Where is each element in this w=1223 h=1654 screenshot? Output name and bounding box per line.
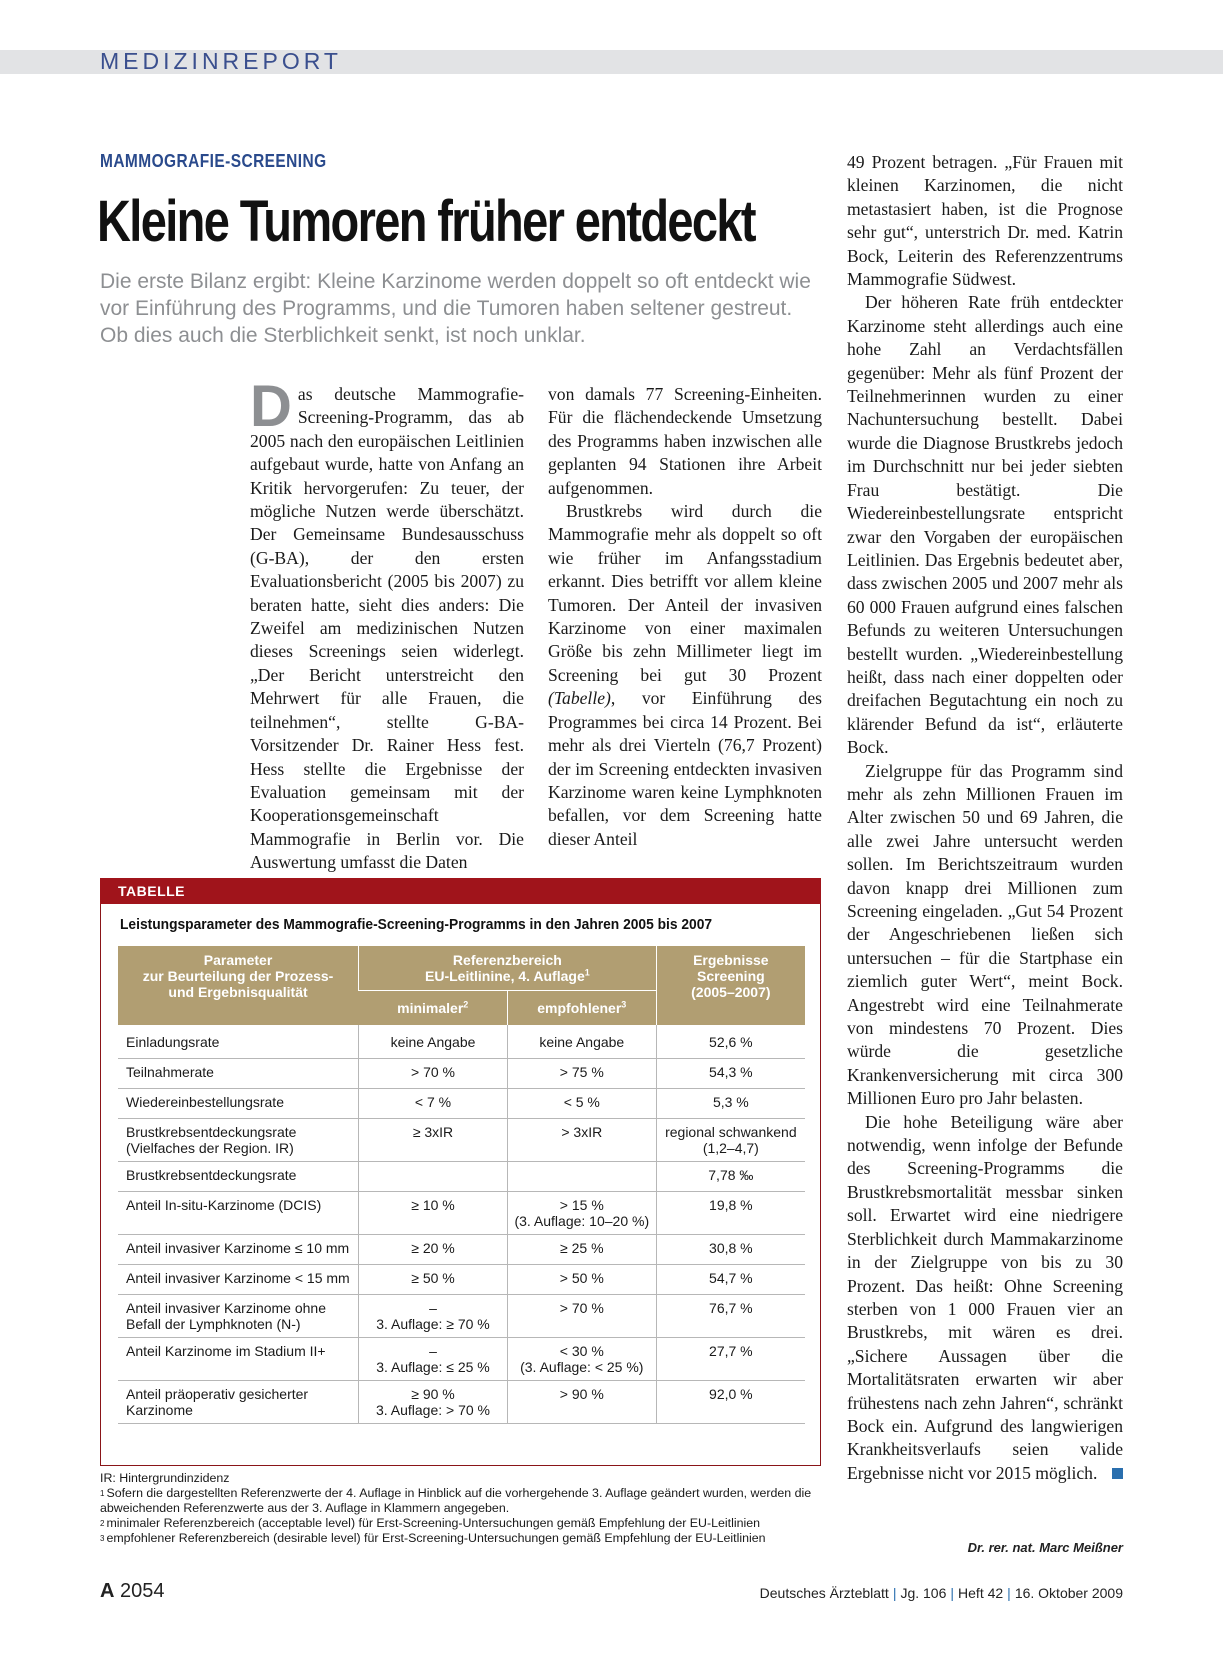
cell-recommended: > 50 % xyxy=(507,1265,656,1295)
footnote-text: empfohlener Referenzbereich (desirable level) für Erst-Screening-Untersuchungen gemäß Empfehlung der EU-Leitlinien xyxy=(106,1531,766,1545)
journal-issue: Heft 42 xyxy=(958,1585,1004,1601)
page-prefix: A xyxy=(100,1580,115,1602)
cell-result: 54,7 % xyxy=(656,1265,805,1295)
separator: | xyxy=(892,1585,897,1601)
cell-result: 54,3 % xyxy=(656,1059,805,1089)
paragraph xyxy=(847,1111,1123,1486)
cell-recommended: < 30 % (3. Auflage: < 25 %) xyxy=(507,1338,656,1381)
cell-parameter: Teilnahmerate xyxy=(118,1059,359,1089)
footnote-marker: 2 xyxy=(463,999,469,1010)
paragraph-text: Brustkrebs wird durch die Mammografie mehr als doppelt so oft wie früher im Anfangsstadium erkannt. Dies betrifft vor allem kleine Tumoren. Der Anteil der invasiven Karzinome von einer maximalen Größe bis zehn Millimeter liegt im Screening bei gut 30 Prozent xyxy=(548,501,822,685)
cell-result: 19,8 % xyxy=(656,1192,805,1235)
cell-result: 7,78 ‰ xyxy=(656,1162,805,1192)
cell-parameter: Einladungsrate xyxy=(126,1034,220,1050)
cell-minimal: ≥ 90 % 3. Auflage: > 70 % xyxy=(359,1381,508,1424)
col-header-parameter: Parameter zur Beurteilung der Prozess- und Ergebnisqualität xyxy=(118,946,359,1025)
cell-minimal: ≥ 50 % xyxy=(359,1265,508,1295)
col-header-minimal-text: minimaler xyxy=(397,1000,464,1016)
performance-table xyxy=(118,946,805,1424)
table-reference-link[interactable]: (Tabelle) xyxy=(548,688,611,709)
cell-minimal: < 7 % xyxy=(359,1089,508,1119)
cell-result: 52,6 % xyxy=(656,1025,805,1059)
paragraph: von damals 77 Screening-Einheiten. Für die flächendeckende Umsetzung des Programms haben inzwischen alle geplanten 94 Stationen ihre Arbeit aufgenommen. xyxy=(548,384,822,498)
cell-recommended: < 5 % xyxy=(507,1089,656,1119)
cell-minimal: keine Angabe xyxy=(359,1025,508,1059)
body-column-3 xyxy=(847,151,1123,1485)
paragraph-text: as deutsche Mammografie-Screening-Programm, das ab 2005 nach den europäischen Leitlinien aufgebaut wurde, hatte von Anfang an Kritik hervorgerufen: Zu teuer, der mögliche Nutzen werde überschätzt. Der Gemeinsame Bundesausschuss (G-BA), der den ersten Evaluationsbericht (2005 bis 2007) zu beraten hatte, sieht dies anders: Die Zweifel am medizinischen Nutzen dieses Screenings seien widerlegt. „Der Bericht unterstreicht den Mehrwert für alle Frauen, die teilnehmen“, stellte G-BA-Vorsitzender Dr. Rainer Hess fest. Hess stellte die Ergebnisse der Evaluation gemeinsam mit der Kooperationsgemeinschaft Mammografie in Berlin vor. Die Auswertung umfasst die Daten xyxy=(250,384,524,873)
cell-recommended: > 90 % xyxy=(507,1381,656,1424)
table-row xyxy=(118,1162,805,1192)
journal-volume: Jg. 106 xyxy=(900,1585,947,1601)
cell-result: 76,7 % xyxy=(656,1295,805,1338)
cell-recommended: > 3xIR xyxy=(507,1119,656,1162)
cell-result: 27,7 % xyxy=(656,1338,805,1381)
footnote-3 xyxy=(100,1531,820,1546)
table-title: Leistungsparameter des Mammografie-Screening-Programms in den Jahren 2005 bis 2007 xyxy=(120,916,713,933)
cell-recommended: keine Angabe xyxy=(507,1025,656,1059)
footnote-marker: 1 xyxy=(584,967,590,978)
article-lead: Die erste Bilanz ergibt: Kleine Karzinome werden doppelt so oft entdeckt wie vor Einführung des Programms, und die Tumoren haben seltener gestreut. Ob dies auch die Sterblichkeit senkt, ist noch unklar. xyxy=(100,270,811,347)
cell-minimal xyxy=(359,1162,508,1192)
article-title: Kleine Tumoren früher entdeckt xyxy=(97,189,755,254)
footnote-number: 3 xyxy=(100,1534,105,1543)
journal-name: Deutsches Ärzteblatt xyxy=(759,1585,889,1601)
paragraph xyxy=(548,500,822,851)
cell-parameter: Anteil invasiver Karzinome < 15 mm xyxy=(118,1265,359,1295)
cell-parameter: Anteil Karzinome im Stadium II+ xyxy=(118,1338,359,1381)
section-label: MEDIZINREPORT xyxy=(100,48,342,74)
table-footnotes xyxy=(100,1471,820,1546)
cell-parameter: Anteil invasiver Karzinome ohne Befall der Lymphknoten (N-) xyxy=(118,1295,359,1338)
footnote-number: 1 xyxy=(100,1489,105,1498)
col-header-reference-text: Referenzbereich EU-Leitlinine, 4. Auflage xyxy=(425,952,585,984)
col-header-recommended-text: empfohlener xyxy=(537,1000,622,1016)
col-header-minimal xyxy=(359,991,508,1026)
paragraph-text: Die hohe Beteiligung wäre aber notwendig, wenn infolge der Befunde des Screening-Programms die Brustkrebsmortalität messbar sinken soll. Erwartet wird eine niedrigere Sterblichkeit durch Mammakarzinome in der Zielgruppe von bis zu 30 Prozent. Das heißt: Ohne Screening sterben von 1 000 Frauen vier an Brustkrebs, mit wären es drei. „Sichere Aussagen über die Mortalitätsraten erwarten wir aber frühestens nach zehn Jahren“, schränkt Bock ein. Aufgrund des langwierigen Krankheitsverlaufs seien valide Ergebnisse nicht vor 2015 möglich. xyxy=(847,1111,1123,1483)
footnote-marker: 3 xyxy=(621,999,627,1010)
cell-minimal: > 70 % xyxy=(359,1059,508,1089)
cell-result: 5,3 % xyxy=(656,1089,805,1119)
col-header-reference xyxy=(359,946,657,991)
paragraph xyxy=(250,374,524,875)
col-header-recommended xyxy=(507,991,656,1026)
paragraph-text: , vor Einführung des Programmes bei circa 14 Prozent. Bei mehr als drei Vierteln (76,7 Prozent) der im Screening entdeckten invasiven Karzinome waren keine Lymphknoten befallen, vor dem Screening hatte dieser Anteil xyxy=(548,688,822,849)
table-label: TABELLE xyxy=(118,883,186,899)
paragraph: Der höheren Rate früh entdeckter Karzinome steht allerdings auch eine hohe Zahl an Verdachtsfällen gegenüber: Mehr als fünf Prozent der Teilnehmerinnen wurden zu einer Nachuntersuchung bestellt. Dabei wurde die Diagnose Brustkrebs jedoch im Durchschnitt nur bei jeder siebten Frau bestätigt. Die Wiedereinbestellungsrate entspricht zwar den Vorgaben der europäischen Leitlinien. Das Ergebnis bedeutet aber, dass zwischen 2005 und 2007 mehr als 60 000 Frauen aufgrund eines falschen Befunds zu weiteren Untersuchungen bestellt wurden. „Wiedereinbestellung heißt, dass nach einer doppelten oder dreifachen Begutachtung ein noch zu klärender Befund da ist“, erläuterte Bock. xyxy=(847,292,1123,758)
table-row xyxy=(118,1381,805,1424)
separator: | xyxy=(950,1585,955,1601)
page-number-value: 2054 xyxy=(120,1580,165,1602)
cell-recommended: > 70 % xyxy=(507,1295,656,1338)
footnote-1 xyxy=(100,1486,820,1516)
author-credit: Dr. rer. nat. Marc Meißner xyxy=(967,1540,1123,1555)
cell-result: 30,8 % xyxy=(656,1235,805,1265)
table-body xyxy=(118,1025,805,1424)
cell-minimal: – 3. Auflage: ≤ 25 % xyxy=(359,1338,508,1381)
table-row xyxy=(118,1059,805,1089)
table-row xyxy=(118,1338,805,1381)
cell-parameter: Anteil invasiver Karzinome ≤ 10 mm xyxy=(118,1235,359,1265)
cell-recommended: > 75 % xyxy=(507,1059,656,1089)
footnote-text: minimaler Referenzbereich (acceptable level) für Erst-Screening-Untersuchungen gemäß Empfehlung der EU-Leitlinien xyxy=(106,1516,761,1530)
cell-parameter: Anteil In-situ-Karzinome (DCIS) xyxy=(118,1192,359,1235)
table-row xyxy=(118,1295,805,1338)
cell-recommended: ≥ 25 % xyxy=(507,1235,656,1265)
cell-parameter: Anteil präoperativ gesicherter Karzinome xyxy=(118,1381,359,1424)
body-column-2 xyxy=(548,383,822,851)
page-number xyxy=(100,1580,165,1603)
article-kicker: MAMMOGRAFIE-SCREENING xyxy=(100,151,327,171)
table-row xyxy=(118,1025,805,1059)
cell-minimal: ≥ 3xIR xyxy=(359,1119,508,1162)
body-column-1 xyxy=(250,374,524,875)
cell-parameter: Wiedereinbestellungsrate xyxy=(118,1089,359,1119)
table-row xyxy=(118,1192,805,1235)
cell-minimal: ≥ 20 % xyxy=(359,1235,508,1265)
journal-date: 16. Oktober 2009 xyxy=(1014,1585,1123,1601)
col-header-results: Ergebnisse Screening (2005–2007) xyxy=(656,946,805,1025)
footnote-number: 2 xyxy=(100,1519,105,1528)
cell-minimal: ≥ 10 % xyxy=(359,1192,508,1235)
table-row xyxy=(118,1089,805,1119)
cell-result: regional schwankend (1,2–4,7) xyxy=(656,1119,805,1162)
footnote-2 xyxy=(100,1516,820,1531)
cell-minimal: – 3. Auflage: ≥ 70 % xyxy=(359,1295,508,1338)
footnote-text: Sofern die dargestellten Referenzwerte der 4. Auflage in Hinblick auf die vorhergehende 3. Auflage geändert wurden, werden die abweichenden Referenzwerte aus der 3. Auflage in Klammern angegeben. xyxy=(100,1486,812,1515)
table-row xyxy=(118,1265,805,1295)
paragraph: 49 Prozent betragen. „Für Frauen mit kleinen Karzinomen, die nicht metastasiert haben, ist die Prognose sehr gut“, unterstrich Dr. med. Katrin Bock, Leiterin des Referenzzentrums Mammografie Südwest. xyxy=(847,152,1123,290)
end-mark-icon xyxy=(1112,1468,1123,1479)
drop-cap: D xyxy=(250,374,292,439)
footnote-ir: IR: Hintergrundinzidenz xyxy=(100,1471,230,1485)
journal-info xyxy=(760,1585,1123,1601)
table-row xyxy=(118,1235,805,1265)
cell-recommended xyxy=(507,1162,656,1192)
cell-parameter: Brustkrebsentdeckungsrate (Vielfaches der Region. IR) xyxy=(118,1119,359,1162)
cell-result: 92,0 % xyxy=(656,1381,805,1424)
separator: | xyxy=(1007,1585,1011,1601)
cell-recommended: > 15 % (3. Auflage: 10–20 %) xyxy=(507,1192,656,1235)
table-row xyxy=(118,1119,805,1162)
paragraph: Zielgruppe für das Programm sind mehr als zehn Millionen Frauen im Alter zwischen 50 und 69 Jahren, die alle zwei Jahre untersucht werden sollen. Im Berichtszeitraum wurden davon knapp drei Millionen zum Screening eingeladen. „Gut 54 Prozent der Angeschriebenen ließen sich untersuchen – für die Startphase ein ziemlich guter Wert“, meint Bock. Angestrebt wird eine Teilnahmerate von mindestens 70 Prozent. Dies würde die gesetzliche Krankenversicherung mit circa 300 Millionen Euro pro Jahr belasten. xyxy=(847,760,1123,1109)
cell-parameter: Brustkrebsentdeckungsrate xyxy=(118,1162,359,1192)
table-label-bar xyxy=(100,878,821,904)
